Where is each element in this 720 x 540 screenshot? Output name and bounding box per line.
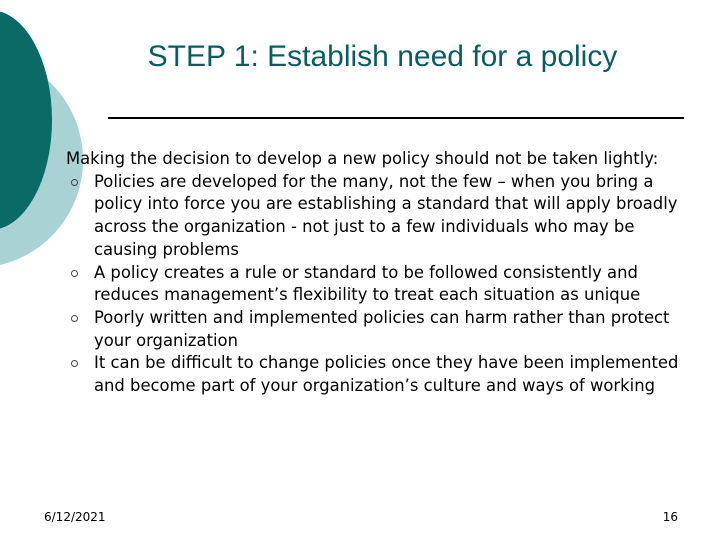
bullet-circle-icon: [71, 315, 78, 322]
list-item: [66, 171, 696, 262]
slide-number: 16: [662, 510, 678, 524]
footer-date: 6/12/2021: [44, 510, 106, 524]
bullet-text: Policies are developed for the many, not the few – when you bring a policy into force you are establishing a standard that will apply broadly across the organization - not just to a few individuals who may be causing problems: [94, 171, 678, 259]
title-underline: [108, 117, 684, 119]
intro-text: Making the decision to develop a new policy should not be taken lightly:: [66, 149, 659, 168]
bullet-circle-icon: [71, 360, 78, 367]
bullet-circle-icon: [71, 270, 78, 277]
list-item: [66, 262, 696, 307]
list-item: [66, 307, 696, 352]
bullet-circle-icon: [71, 179, 78, 186]
bullet-text: It can be difficult to change policies once they have been implemented and become part of your organization’s culture and ways of working: [94, 353, 679, 396]
list-item: [66, 352, 696, 397]
bullet-text: A policy creates a rule or standard to be followed consistently and reduces management’s flexibility to treat each situation as unique: [94, 262, 641, 305]
bullet-list: [66, 171, 696, 398]
slide-body: [66, 148, 696, 398]
bullet-text: Poorly written and implemented policies can harm rather than protect your organization: [94, 307, 670, 350]
slide-title: STEP 1: Establish need for a policy: [147, 40, 618, 73]
